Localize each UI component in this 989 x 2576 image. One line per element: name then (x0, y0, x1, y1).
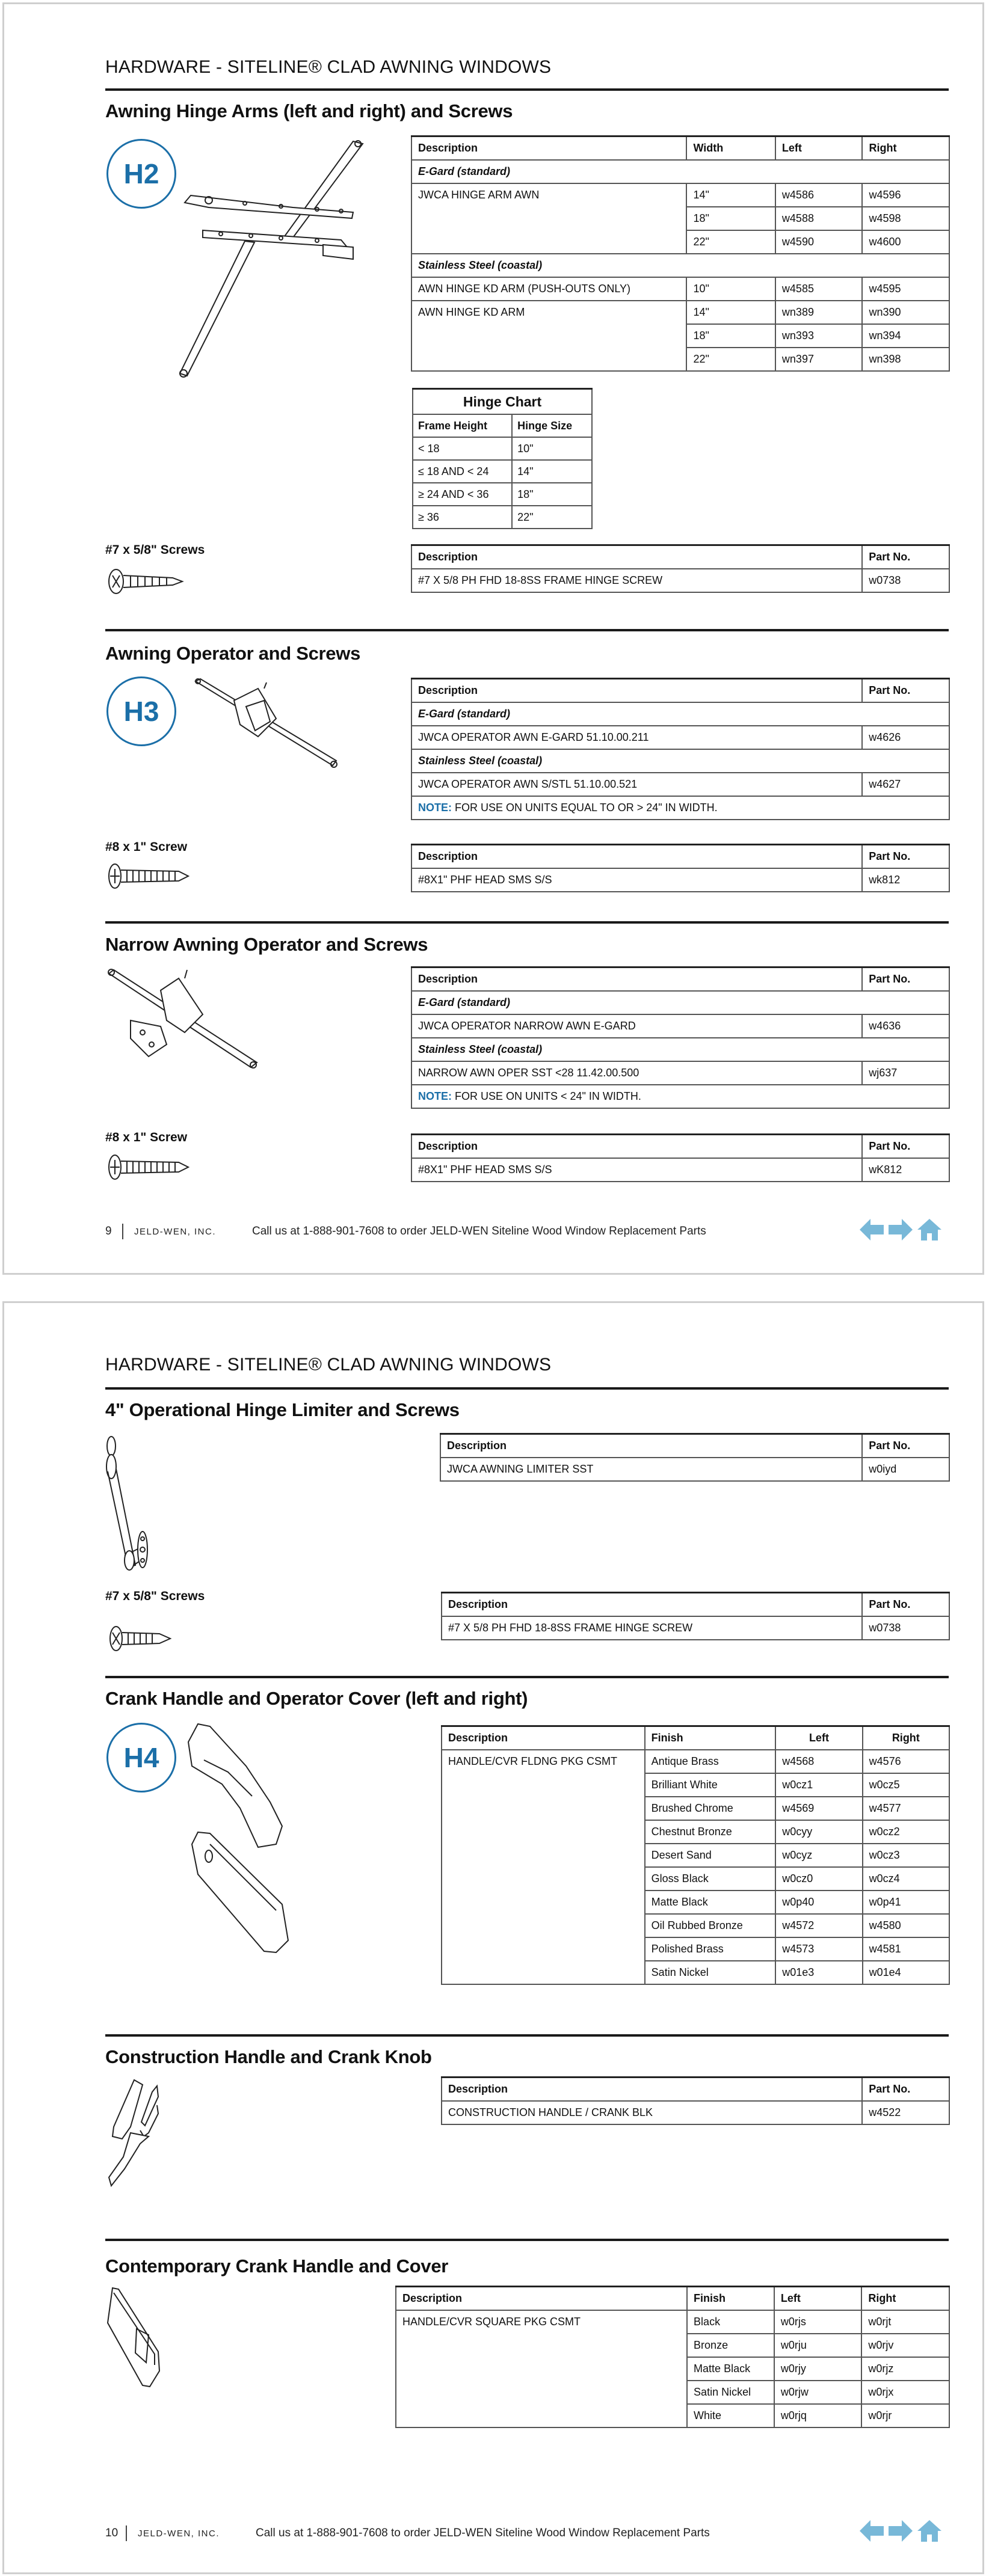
cell-width: 10" (686, 277, 775, 301)
cell-left: w4568 (775, 1750, 862, 1773)
badge-h4: H4 (106, 1723, 176, 1792)
crank-handle-illustration (186, 1724, 294, 1952)
cell-description: JWCA OPERATOR AWN E-GARD 51.10.00.211 (411, 726, 862, 749)
section-rule (105, 1676, 949, 1678)
home-icon[interactable] (917, 1219, 941, 1240)
cell-description: #7 X 5/8 PH FHD 18-8SS FRAME HINGE SCREW (442, 1616, 862, 1640)
screw-table (411, 1133, 950, 1182)
cell-finish: Matte Black (645, 1891, 776, 1914)
cell-right: w0rjr (861, 2404, 949, 2427)
note-text: FOR USE ON UNITS EQUAL TO OR > 24" IN WIDTH. (452, 802, 718, 814)
cell-right: w0p41 (863, 1891, 949, 1914)
cell-width: 18" (686, 207, 775, 230)
cell-left: w0cz1 (775, 1773, 862, 1797)
section-rule (105, 921, 949, 924)
cell-right: w4595 (862, 277, 949, 301)
col-description: Description (411, 968, 862, 992)
table-row (411, 1158, 949, 1182)
group-label: Stainless Steel (coastal) (411, 254, 949, 277)
company-name: JELD-WEN, INC. (134, 1226, 217, 1237)
cell-right: w0rjt (861, 2310, 949, 2334)
note-row (411, 1085, 949, 1108)
cell-part-no: w0738 (862, 1616, 949, 1640)
cell-description: NARROW AWN OPER SST <28 11.42.00.500 (411, 1061, 862, 1085)
previous-page-arrow-icon[interactable] (860, 1219, 884, 1240)
cell-left: w4572 (775, 1914, 862, 1937)
company-name: JELD-WEN, INC. (138, 2528, 220, 2539)
section-title-construction-handle: Construction Handle and Crank Knob (105, 2046, 432, 2067)
cell-finish: Satin Nickel (687, 2381, 774, 2404)
hinge-chart-title: Hinge Chart (413, 389, 592, 415)
section-rule (105, 629, 949, 631)
cell-width: 14" (686, 301, 775, 324)
group-label: E-Gard (standard) (411, 160, 949, 183)
cell-finish: Polished Brass (645, 1937, 776, 1961)
awning-operator-illustration (192, 676, 336, 773)
cell-finish: White (687, 2404, 774, 2427)
cell-description: HANDLE/CVR FLDNG PKG CSMT (442, 1750, 645, 1984)
cell-right: w4600 (862, 230, 949, 254)
col-description: Description (442, 1593, 862, 1617)
contemporary-handle-illustration (106, 2287, 167, 2395)
col-part-no: Part No. (862, 845, 949, 869)
table-row (442, 1750, 949, 1773)
table-row (411, 868, 949, 892)
col-frame-height: Frame Height (413, 414, 512, 437)
table-row (411, 277, 949, 301)
cell-part-no: w0iyd (862, 1458, 949, 1481)
page-number: 10 (105, 2527, 119, 2539)
cell-description: AWN HINGE KD ARM (PUSH-OUTS ONLY) (411, 277, 686, 301)
cell-right: wn398 (862, 348, 949, 371)
col-part-no: Part No. (862, 968, 949, 992)
call-text: Call us at 1-888-901-7608 to order JELD-WEN Siteline Wood Window Replacement Parts (256, 2527, 710, 2539)
col-part-no: Part No. (862, 1593, 949, 1617)
cell-hinge-size: 22" (512, 506, 592, 529)
cell-right: wn394 (862, 324, 949, 348)
cell-description: JWCA HINGE ARM AWN (411, 183, 686, 254)
cell-frame-height: ≤ 18 AND < 24 (413, 460, 512, 483)
crank-handle-rows (442, 1750, 949, 1984)
cell-width: 18" (686, 324, 775, 348)
awning-operator-table (411, 678, 950, 820)
cell-right: w4576 (863, 1750, 949, 1773)
col-description: Description (411, 545, 862, 569)
screws-title: #7 x 5/8" Screws (105, 1589, 205, 1603)
cell-finish: Antique Brass (645, 1750, 776, 1773)
hinge-arms-table (411, 135, 950, 372)
cell-finish: Chestnut Bronze (645, 1820, 776, 1844)
table-row (411, 569, 949, 592)
note-label: NOTE: (418, 802, 452, 814)
col-description: Description (411, 679, 862, 703)
contemporary-rows (396, 2310, 949, 2427)
cell-right: w0rjv (861, 2334, 949, 2357)
cell-left: w4573 (775, 1937, 862, 1961)
cell-right: w0cz2 (863, 1820, 949, 1844)
group-label: E-Gard (standard) (411, 702, 949, 726)
section-title-limiter: 4" Operational Hinge Limiter and Screws (105, 1399, 460, 1420)
cell-left: w0rjw (774, 2381, 862, 2404)
table-row (413, 506, 592, 529)
page-footer (105, 1224, 949, 1239)
cell-description: #8X1" PHF HEAD SMS S/S (411, 868, 862, 892)
cell-description: JWCA OPERATOR NARROW AWN E-GARD (411, 1014, 862, 1038)
col-part-no: Part No. (862, 545, 949, 569)
cell-finish: Brushed Chrome (645, 1797, 776, 1820)
col-left: Left (774, 2287, 862, 2311)
cell-left: w01e3 (775, 1961, 862, 1984)
contemporary-table (395, 2286, 950, 2428)
hinge-arm-illustration (173, 135, 377, 388)
cell-right: w0cz3 (863, 1844, 949, 1867)
table-row (413, 460, 592, 483)
cell-width: 22" (686, 230, 775, 254)
cell-right: w0cz5 (863, 1773, 949, 1797)
screws-title: #7 x 5/8" Screws (105, 543, 205, 557)
page-9 (2, 2, 984, 1275)
cell-hinge-size: 18" (512, 483, 592, 506)
cell-left: w0rjs (774, 2310, 862, 2334)
cell-part-no: wK812 (862, 1158, 949, 1182)
page-number: 9 (105, 1225, 112, 1237)
cell-finish: Gloss Black (645, 1867, 776, 1891)
cell-right: w4581 (863, 1937, 949, 1961)
cell-right: w4596 (862, 183, 949, 207)
section-title-contemporary: Contemporary Crank Handle and Cover (105, 2256, 449, 2277)
cell-description: CONSTRUCTION HANDLE / CRANK BLK (442, 2101, 862, 2124)
cell-right: w4577 (863, 1797, 949, 1820)
col-description: Description (442, 2078, 862, 2102)
next-page-arrow-icon[interactable] (889, 1219, 913, 1240)
cell-description: AWN HINGE KD ARM (411, 301, 686, 371)
footer-separator (126, 2525, 127, 2541)
cell-finish: Matte Black (687, 2357, 774, 2381)
header-rule (105, 1387, 949, 1390)
cell-left: w4590 (775, 230, 863, 254)
table-row (396, 2310, 949, 2334)
table-row (442, 1616, 949, 1640)
screw-illustration (106, 567, 185, 597)
table-row (411, 301, 949, 324)
table-row (411, 183, 949, 207)
col-right: Right (861, 2287, 949, 2311)
home-icon[interactable] (917, 2520, 941, 2542)
footer-separator (122, 1224, 123, 1239)
cell-right: w4580 (863, 1914, 949, 1937)
cell-left: wn393 (775, 324, 863, 348)
cell-left: w4569 (775, 1797, 862, 1820)
col-description: Description (440, 1434, 862, 1458)
cell-left: wn397 (775, 348, 863, 371)
cell-part-no: w4522 (862, 2101, 949, 2124)
cell-description: #8X1" PHF HEAD SMS S/S (411, 1158, 862, 1182)
col-description: Description (411, 845, 862, 869)
screw-illustration (106, 862, 191, 892)
cell-left: w0rju (774, 2334, 862, 2357)
table-row (442, 2101, 949, 2124)
screw-title: #8 x 1" Screw (105, 840, 188, 854)
cell-description: JWCA OPERATOR AWN S/STL 51.10.00.521 (411, 773, 862, 796)
cell-frame-height: < 18 (413, 437, 512, 460)
cell-left: w0cyy (775, 1820, 862, 1844)
cell-frame-height: ≥ 36 (413, 506, 512, 529)
construction-handle-table (441, 2076, 950, 2125)
cell-finish: Desert Sand (645, 1844, 776, 1867)
screw-illustration (108, 1624, 174, 1654)
crank-handle-table (441, 1725, 950, 1985)
col-description: Description (442, 1726, 645, 1750)
table-row (440, 1458, 949, 1481)
limiter-table (440, 1433, 950, 1482)
header-rule (105, 88, 949, 91)
col-width: Width (686, 136, 775, 161)
table-row (411, 1061, 949, 1085)
page-header: HARDWARE - SITELINE® CLAD AWNING WINDOWS (105, 1355, 552, 1375)
col-description: Description (411, 1135, 862, 1159)
note-row (411, 796, 949, 820)
cell-left: w0p40 (775, 1891, 862, 1914)
table-row (411, 1014, 949, 1038)
group-label: Stainless Steel (coastal) (411, 1038, 949, 1061)
screw-title: #8 x 1" Screw (105, 1130, 188, 1144)
section-title-narrow-operator: Narrow Awning Operator and Screws (105, 934, 428, 955)
cell-hinge-size: 10" (512, 437, 592, 460)
construction-handle-illustration (106, 2079, 167, 2187)
col-left: Left (775, 136, 863, 161)
table-row (411, 773, 949, 796)
col-part-no: Part No. (862, 2078, 949, 2102)
cell-left: w0cz0 (775, 1867, 862, 1891)
cell-right: w01e4 (863, 1961, 949, 1984)
col-right: Right (863, 1726, 949, 1750)
cell-part-no: w4636 (862, 1014, 949, 1038)
cell-finish: Brilliant White (645, 1773, 776, 1797)
cell-width: 14" (686, 183, 775, 207)
note-label: NOTE: (418, 1090, 452, 1102)
col-finish: Finish (645, 1726, 776, 1750)
cell-description: HANDLE/CVR SQUARE PKG CSMT (396, 2310, 687, 2427)
section-rule (105, 2239, 949, 2241)
cell-part-no: w4627 (862, 773, 949, 796)
cell-left: wn389 (775, 301, 863, 324)
cell-right: w0cz4 (863, 1867, 949, 1891)
table-row (413, 437, 592, 460)
cell-finish: Oil Rubbed Bronze (645, 1914, 776, 1937)
group-label: E-Gard (standard) (411, 991, 949, 1014)
cell-left: w0cyz (775, 1844, 862, 1867)
screws-table (441, 1592, 950, 1640)
cell-part-no: w0738 (862, 569, 949, 592)
call-text: Call us at 1-888-901-7608 to order JELD-WEN Siteline Wood Window Replacement Parts (252, 1225, 706, 1237)
screw-table (411, 844, 950, 892)
group-label: Stainless Steel (coastal) (411, 749, 949, 773)
page-header: HARDWARE - SITELINE® CLAD AWNING WINDOWS (105, 57, 552, 77)
cell-width: 22" (686, 348, 775, 371)
cell-finish: Satin Nickel (645, 1961, 776, 1984)
badge-h2: H2 (106, 139, 176, 209)
col-right: Right (862, 136, 949, 161)
badge-h3: H3 (106, 676, 176, 746)
cell-left: w4585 (775, 277, 863, 301)
col-finish: Finish (687, 2287, 774, 2311)
cell-part-no: w4626 (862, 726, 949, 749)
col-hinge-size: Hinge Size (512, 414, 592, 437)
cell-right: w0rjz (861, 2357, 949, 2381)
cell-left: w0rjy (774, 2357, 862, 2381)
col-description: Description (396, 2287, 687, 2311)
page-10 (2, 1301, 984, 2574)
hinge-limiter-illustration (106, 1435, 155, 1580)
col-part-no: Part No. (862, 1434, 949, 1458)
cell-left: w4588 (775, 207, 863, 230)
cell-frame-height: ≥ 24 AND < 36 (413, 483, 512, 506)
cell-part-no: wk812 (862, 868, 949, 892)
cell-description: #7 X 5/8 PH FHD 18-8SS FRAME HINGE SCREW (411, 569, 862, 592)
page-nav (860, 1219, 941, 1240)
hinge-chart (412, 388, 593, 529)
col-part-no: Part No. (862, 679, 949, 703)
table-row (413, 483, 592, 506)
narrow-operator-table (411, 966, 950, 1109)
cell-finish: Black (687, 2310, 774, 2334)
narrow-operator-illustration (106, 966, 263, 1069)
section-rule (105, 2034, 949, 2037)
cell-left: w0rjq (774, 2404, 862, 2427)
section-title-awning-operator: Awning Operator and Screws (105, 643, 361, 664)
screw-illustration (106, 1153, 191, 1183)
section-title-crank-handle: Crank Handle and Operator Cover (left and right) (105, 1688, 528, 1709)
cell-part-no: wj637 (862, 1061, 949, 1085)
page-nav (860, 2520, 941, 2542)
col-left: Left (775, 1726, 862, 1750)
section-title-hinge-arms: Awning Hinge Arms (left and right) and Screws (105, 100, 513, 121)
cell-right: wn390 (862, 301, 949, 324)
cell-right: w4598 (862, 207, 949, 230)
cell-description: JWCA AWNING LIMITER SST (440, 1458, 862, 1481)
cell-right: w0rjx (861, 2381, 949, 2404)
table-row (411, 726, 949, 749)
col-part-no: Part No. (862, 1135, 949, 1159)
cell-finish: Bronze (687, 2334, 774, 2357)
screws-table (411, 544, 950, 593)
note-text: FOR USE ON UNITS < 24" IN WIDTH. (452, 1090, 641, 1102)
col-description: Description (411, 136, 686, 161)
next-page-arrow-icon[interactable] (889, 2520, 913, 2542)
cell-hinge-size: 14" (512, 460, 592, 483)
page-footer (105, 2525, 949, 2541)
cell-left: w4586 (775, 183, 863, 207)
previous-page-arrow-icon[interactable] (860, 2520, 884, 2542)
